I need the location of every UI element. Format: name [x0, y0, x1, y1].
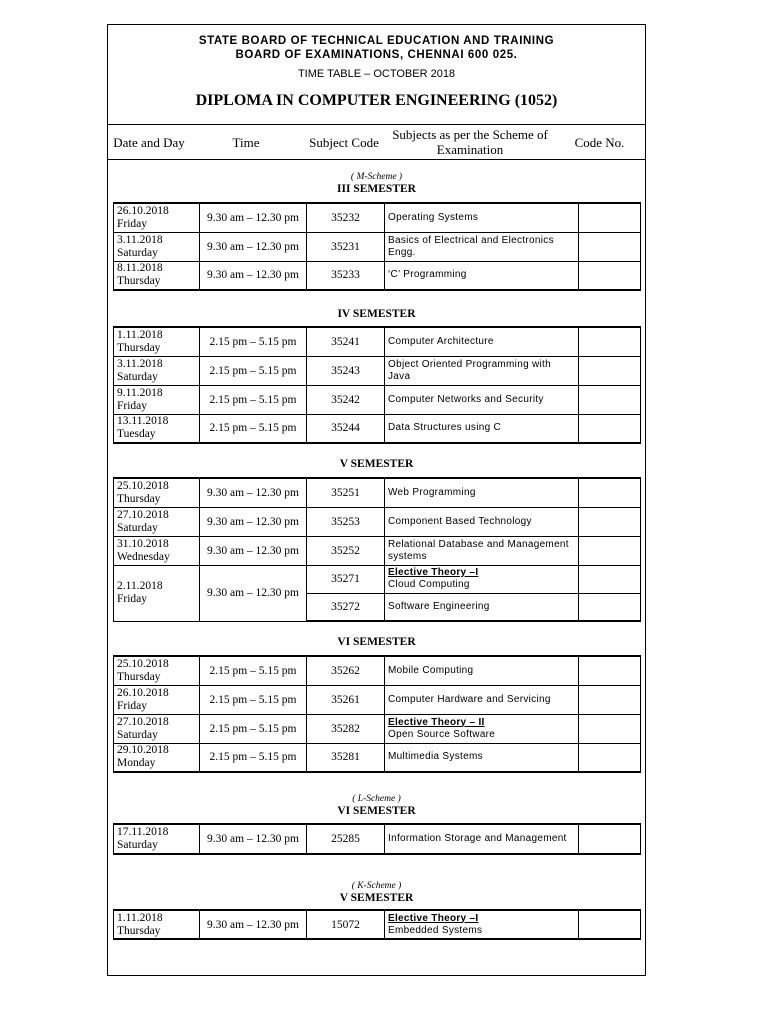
exam-table	[113, 823, 641, 855]
column-header-time: Time	[232, 134, 260, 150]
time-cell: 9.30 am – 12.30 pm	[200, 536, 307, 565]
date-cell: 13.11.2018 Tuesday	[114, 414, 200, 443]
subject-code-cell: 35241	[307, 327, 385, 356]
subject-cell: Computer Architecture	[385, 327, 579, 356]
table-row	[114, 743, 641, 772]
table-row	[114, 203, 641, 232]
semester-title: V SEMESTER	[339, 892, 414, 904]
semester-title: III SEMESTER	[337, 183, 416, 195]
code-no-cell	[579, 714, 641, 743]
time-cell: 9.30 am – 12.30 pm	[200, 261, 307, 290]
table-row	[114, 714, 641, 743]
date-cell: 1.11.2018 Thursday	[114, 327, 200, 356]
table-row	[114, 536, 641, 565]
section-heading	[108, 308, 645, 321]
code-no-cell	[579, 824, 641, 854]
table-row	[114, 232, 641, 261]
elective-label: Elective Theory –I	[388, 567, 479, 578]
code-no-cell	[579, 356, 641, 385]
code-no-cell	[579, 327, 641, 356]
scheme-label: ( L-Scheme )	[352, 794, 401, 804]
subject-cell: Web Programming	[385, 478, 579, 507]
subject-cell: Computer Hardware and Servicing	[385, 685, 579, 714]
table-row	[114, 478, 641, 507]
code-no-cell	[579, 536, 641, 565]
semester-title: IV SEMESTER	[337, 308, 416, 320]
section-heading	[108, 172, 645, 196]
time-cell: 9.30 am – 12.30 pm	[200, 824, 307, 854]
code-no-cell	[579, 685, 641, 714]
time-cell: 9.30 am – 12.30 pm	[200, 478, 307, 507]
date-cell: 3.11.2018 Saturday	[114, 356, 200, 385]
date-cell: 1.11.2018 Thursday	[114, 910, 200, 939]
column-header-subject-code: Subject Code	[309, 134, 379, 150]
table-row	[114, 327, 641, 356]
subject-cell	[385, 714, 579, 743]
time-cell: 2.15 pm – 5.15 pm	[200, 414, 307, 443]
subject-code-cell: 35272	[307, 593, 385, 621]
time-cell: 2.15 pm – 5.15 pm	[200, 714, 307, 743]
code-no-cell	[579, 261, 641, 290]
subject-code-cell: 35244	[307, 414, 385, 443]
subject-name: Embedded Systems	[388, 924, 483, 936]
date-cell: 25.10.2018 Thursday	[114, 656, 200, 685]
table-row	[114, 656, 641, 685]
board-of-examinations: BOARD OF EXAMINATIONS, CHENNAI 600 025.	[235, 49, 518, 61]
table-row	[114, 824, 641, 854]
time-cell: 2.15 pm – 5.15 pm	[200, 656, 307, 685]
code-no-cell	[579, 232, 641, 261]
subject-code-cell: 35232	[307, 203, 385, 232]
date-cell: 3.11.2018 Saturday	[114, 232, 200, 261]
exam-table	[113, 202, 641, 291]
subject-code-cell: 35242	[307, 385, 385, 414]
exam-table	[113, 326, 641, 444]
time-cell: 2.15 pm – 5.15 pm	[200, 327, 307, 356]
column-header-row	[108, 124, 645, 160]
subject-cell: Object Oriented Programming with Java	[385, 356, 579, 385]
table-row	[114, 910, 641, 939]
subject-name: Cloud Computing	[388, 579, 470, 590]
subject-cell: Mobile Computing	[385, 656, 579, 685]
table-row	[114, 507, 641, 536]
date-cell: 8.11.2018 Thursday	[114, 261, 200, 290]
column-header-date: Date and Day	[113, 134, 185, 150]
table-row	[114, 261, 641, 290]
time-cell: 2.15 pm – 5.15 pm	[200, 356, 307, 385]
semester-title: VI SEMESTER	[337, 805, 416, 817]
time-cell: 9.30 am – 12.30 pm	[200, 910, 307, 939]
time-cell: 9.30 am – 12.30 pm	[200, 203, 307, 232]
time-cell: 2.15 pm – 5.15 pm	[200, 743, 307, 772]
elective-label: Elective Theory – II	[388, 716, 485, 728]
code-no-cell	[579, 203, 641, 232]
code-no-cell	[579, 656, 641, 685]
code-no-cell	[579, 478, 641, 507]
section-heading	[108, 636, 645, 649]
subject-code-cell: 35281	[307, 743, 385, 772]
subject-cell: Software Engineering	[385, 593, 579, 621]
table-row	[114, 414, 641, 443]
date-cell: 29.10.2018 Monday	[114, 743, 200, 772]
code-no-cell	[579, 593, 641, 621]
subject-code-cell: 35271	[307, 565, 385, 593]
date-cell: 31.10.2018 Wednesday	[114, 536, 200, 565]
subject-cell: Multimedia Systems	[385, 743, 579, 772]
timetable-label: TIME TABLE – OCTOBER 2018	[297, 68, 456, 80]
subject-cell	[385, 910, 579, 939]
date-cell: 25.10.2018 Thursday	[114, 478, 200, 507]
document-header	[108, 34, 645, 110]
exam-table	[113, 655, 641, 773]
subject-cell: Operating Systems	[385, 203, 579, 232]
section-heading	[108, 458, 645, 471]
code-no-cell	[579, 743, 641, 772]
column-header-code-no: Code No.	[574, 134, 625, 150]
section-heading	[108, 794, 645, 818]
subject-name: Open Source Software	[388, 728, 496, 740]
date-cell: 17.11.2018 Saturday	[114, 824, 200, 854]
code-no-cell	[579, 385, 641, 414]
section-heading	[108, 881, 645, 905]
time-cell: 2.15 pm – 5.15 pm	[200, 685, 307, 714]
subject-code-cell: 35252	[307, 536, 385, 565]
subject-code-cell: 35233	[307, 261, 385, 290]
time-cell: 9.30 am – 12.30 pm	[200, 232, 307, 261]
date-cell: 9.11.2018 Friday	[114, 385, 200, 414]
code-no-cell	[579, 910, 641, 939]
date-cell: 2.11.2018 Friday	[114, 565, 200, 621]
subject-code-cell: 35262	[307, 656, 385, 685]
subject-code-cell: 35282	[307, 714, 385, 743]
semester-title: VI SEMESTER	[337, 636, 416, 648]
time-cell: 9.30 am – 12.30 pm	[200, 565, 307, 621]
scheme-label: ( M-Scheme )	[350, 172, 403, 182]
timetable-page	[107, 24, 646, 976]
subject-cell: Basics of Electrical and Electronics Engg.	[385, 232, 579, 261]
subject-code-cell: 25285	[307, 824, 385, 854]
subject-cell: Component Based Technology	[385, 507, 579, 536]
subject-cell: Data Structures using C	[385, 414, 579, 443]
subject-cell	[385, 565, 579, 593]
board-name: STATE BOARD OF TECHNICAL EDUCATION AND TRAINING	[198, 35, 555, 47]
subject-cell: Information Storage and Management	[385, 824, 579, 854]
subject-code-cell: 35261	[307, 685, 385, 714]
date-cell: 26.10.2018 Friday	[114, 203, 200, 232]
column-header-subjects: Subjects as per the Scheme of Examination	[392, 127, 548, 157]
time-cell: 2.15 pm – 5.15 pm	[200, 385, 307, 414]
table-row	[114, 565, 641, 593]
subject-code-cell: 35253	[307, 507, 385, 536]
exam-table	[113, 909, 641, 940]
code-no-cell	[579, 507, 641, 536]
date-cell: 26.10.2018 Friday	[114, 685, 200, 714]
subject-code-cell: 35231	[307, 232, 385, 261]
page-title: DIPLOMA IN COMPUTER ENGINEERING (1052)	[195, 92, 558, 109]
subject-code-cell: 35251	[307, 478, 385, 507]
elective-label: Elective Theory –I	[388, 912, 479, 924]
subject-code-cell: 15072	[307, 910, 385, 939]
code-no-cell	[579, 414, 641, 443]
date-cell: 27.10.2018 Saturday	[114, 507, 200, 536]
subject-code-cell: 35243	[307, 356, 385, 385]
code-no-cell	[579, 565, 641, 593]
date-cell: 27.10.2018 Saturday	[114, 714, 200, 743]
table-row	[114, 356, 641, 385]
exam-table	[113, 477, 641, 622]
subject-cell: Computer Networks and Security	[385, 385, 579, 414]
semester-title: V SEMESTER	[339, 458, 414, 470]
table-row	[114, 385, 641, 414]
table-row	[114, 685, 641, 714]
time-cell: 9.30 am – 12.30 pm	[200, 507, 307, 536]
subject-cell: ‘C’ Programming	[385, 261, 579, 290]
scheme-label: ( K-Scheme )	[351, 881, 402, 891]
subject-cell: Relational Database and Management systems	[385, 536, 579, 565]
